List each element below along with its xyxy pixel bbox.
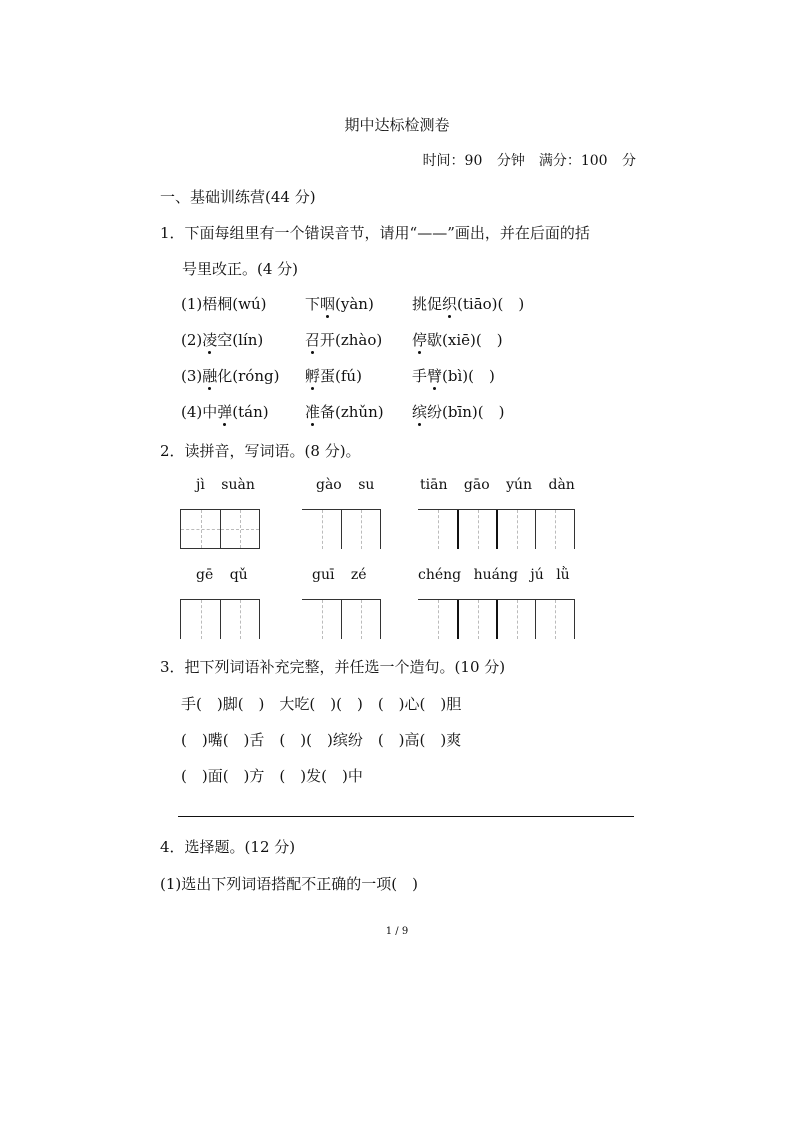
pinyin-6: chéng huáng jú lǜ bbox=[418, 567, 570, 583]
page-number: 1 / 9 bbox=[385, 926, 409, 937]
writing-grid-4[interactable] bbox=[180, 599, 260, 639]
q1-row4-item2: 准备(zhǔn) bbox=[305, 403, 384, 421]
q1-row4-item1: (4)中弹(tán) bbox=[181, 403, 269, 421]
q1-row3-item1: (3)融化(róng) bbox=[181, 367, 280, 385]
q1-row1-item3: 挑促织(tiāo)( ) bbox=[412, 295, 525, 313]
question-3-title: 3．把下列词语补充完整，并任选一个造句。(10 分) bbox=[160, 658, 506, 676]
q1-row1-item2: 下咽(yàn) bbox=[305, 295, 374, 313]
page-title: 期中达标检测卷 bbox=[344, 116, 450, 134]
writing-grid-2[interactable] bbox=[302, 509, 381, 549]
pinyin-3: tiān gāo yún dàn bbox=[420, 477, 575, 493]
question-4-sub1: (1)选出下列词语搭配不正确的一项( ) bbox=[160, 875, 418, 893]
writing-grid-5[interactable] bbox=[302, 599, 381, 639]
question-1-line1: 1．下面每组里有一个错误音节，请用“——”画出，并在后面的括 bbox=[160, 224, 590, 242]
question-1-line2: 号里改正。(4 分) bbox=[182, 260, 299, 278]
q1-row4-item3: 缤纷(bīn)( ) bbox=[412, 403, 505, 421]
answer-line[interactable] bbox=[178, 816, 634, 817]
pinyin-4: gē qǔ bbox=[196, 567, 248, 583]
q3-row3: ( )面( )方 ( )发( )中 bbox=[181, 767, 363, 785]
exam-meta: 时间：90 分钟 满分：100 分 bbox=[422, 153, 636, 169]
q3-row2: ( )嘴( )舌 ( )( )缤纷 ( )高( )爽 bbox=[181, 731, 462, 749]
writing-grid-3[interactable] bbox=[418, 509, 575, 549]
section-heading: 一、基础训练营(44 分) bbox=[160, 188, 316, 206]
q3-row1: 手( )脚( ) 大吃( )( ) ( )心( )胆 bbox=[181, 695, 462, 713]
writing-grid-1[interactable] bbox=[180, 509, 260, 549]
pinyin-2: gào su bbox=[316, 477, 375, 493]
q1-row3-item3: 手臂(bì)( ) bbox=[412, 367, 495, 385]
q1-row2-item3: 停歇(xiē)( ) bbox=[412, 331, 503, 349]
q1-row2-item1: (2)凌空(lín) bbox=[181, 331, 264, 349]
q1-row1-item1: (1)梧桐(wú) bbox=[181, 295, 267, 313]
pinyin-1: jì suàn bbox=[196, 477, 255, 493]
question-4-title: 4．选择题。(12 分) bbox=[160, 838, 296, 856]
writing-grid-6[interactable] bbox=[418, 599, 575, 639]
q1-row2-item2: 召开(zhào) bbox=[305, 331, 383, 349]
pinyin-5: guī zé bbox=[312, 567, 367, 583]
q1-row3-item2: 孵蛋(fú) bbox=[305, 367, 362, 385]
question-2-title: 2．读拼音，写词语。(8 分)。 bbox=[160, 442, 361, 460]
